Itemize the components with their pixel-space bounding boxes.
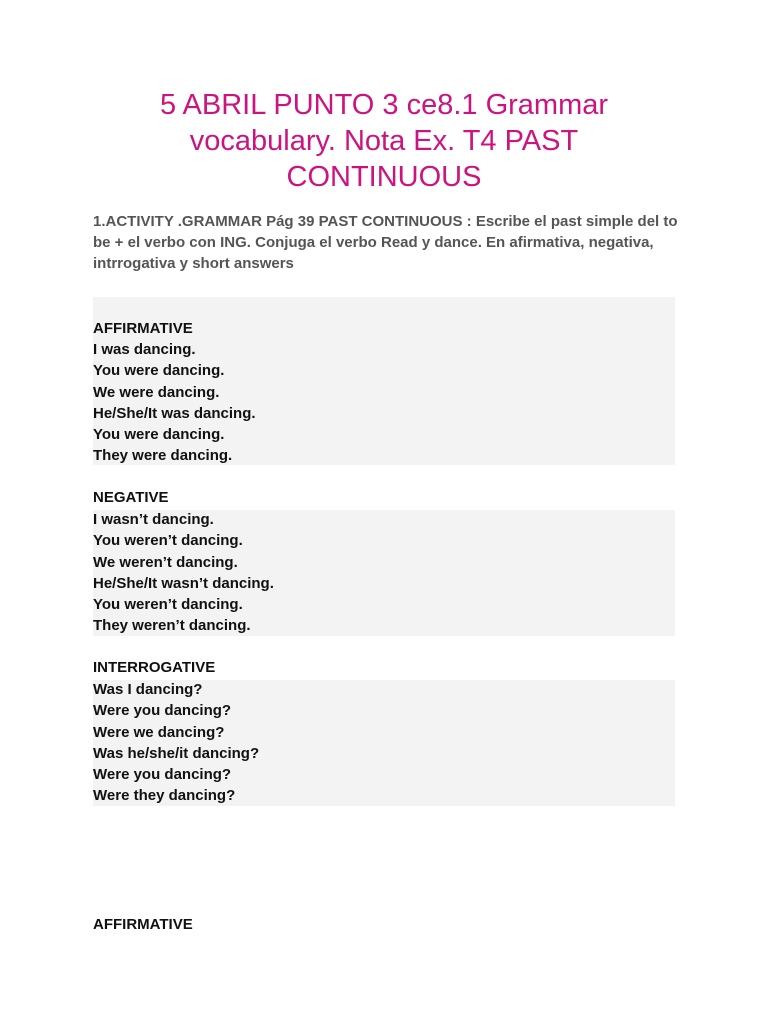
affirmative-list [93,339,256,467]
list-item: They were dancing. [93,447,233,465]
title-line-2: vocabulary. Nota Ex. T4 PAST [189,125,579,157]
interrogative-list [93,679,259,807]
affirmative-heading: AFFIRMATIVE [93,320,193,337]
list-item: We were dancing. [93,383,220,401]
list-item: You weren’t dancing. [93,532,243,550]
list-item: Was I dancing? [93,681,203,698]
page-title [60,87,708,195]
activity-instructions: 1.ACTIVITY .GRAMMAR Pág 39 PAST CONTINUOUS : Escribe el past simple del to be + el verbo con ING. Conjuga el verbo Read y dance. En afirmativa, negativa, intrrogativa y short answers [93,213,678,272]
list-item: He/She/It wasn’t dancing. [93,574,274,592]
list-item: You were dancing. [93,362,225,380]
list-item: You weren’t dancing. [93,596,243,614]
list-item: You were dancing. [93,426,225,444]
negative-list [93,509,274,637]
list-item: We weren’t dancing. [93,553,238,571]
list-item: Were they dancing? [93,787,236,805]
list-item: He/She/It was dancing. [93,404,256,422]
list-item: Were you dancing? [93,766,232,784]
list-item: Was he/she/it dancing? [93,744,260,762]
list-item: Were you dancing? [93,702,232,720]
list-item: They weren’t dancing. [93,617,251,635]
list-item: I wasn’t dancing. [93,511,214,528]
negative-heading: NEGATIVE [93,489,169,506]
title-line-1: 5 ABRIL PUNTO 3 ce8.1 Grammar [159,89,609,121]
title-line-3: CONTINUOUS [286,161,482,193]
interrogative-heading: INTERROGATIVE [93,659,216,676]
affirmative-heading-2: AFFIRMATIVE [93,916,193,933]
list-item: Were we dancing? [93,723,225,741]
list-item: I was dancing. [93,341,196,358]
